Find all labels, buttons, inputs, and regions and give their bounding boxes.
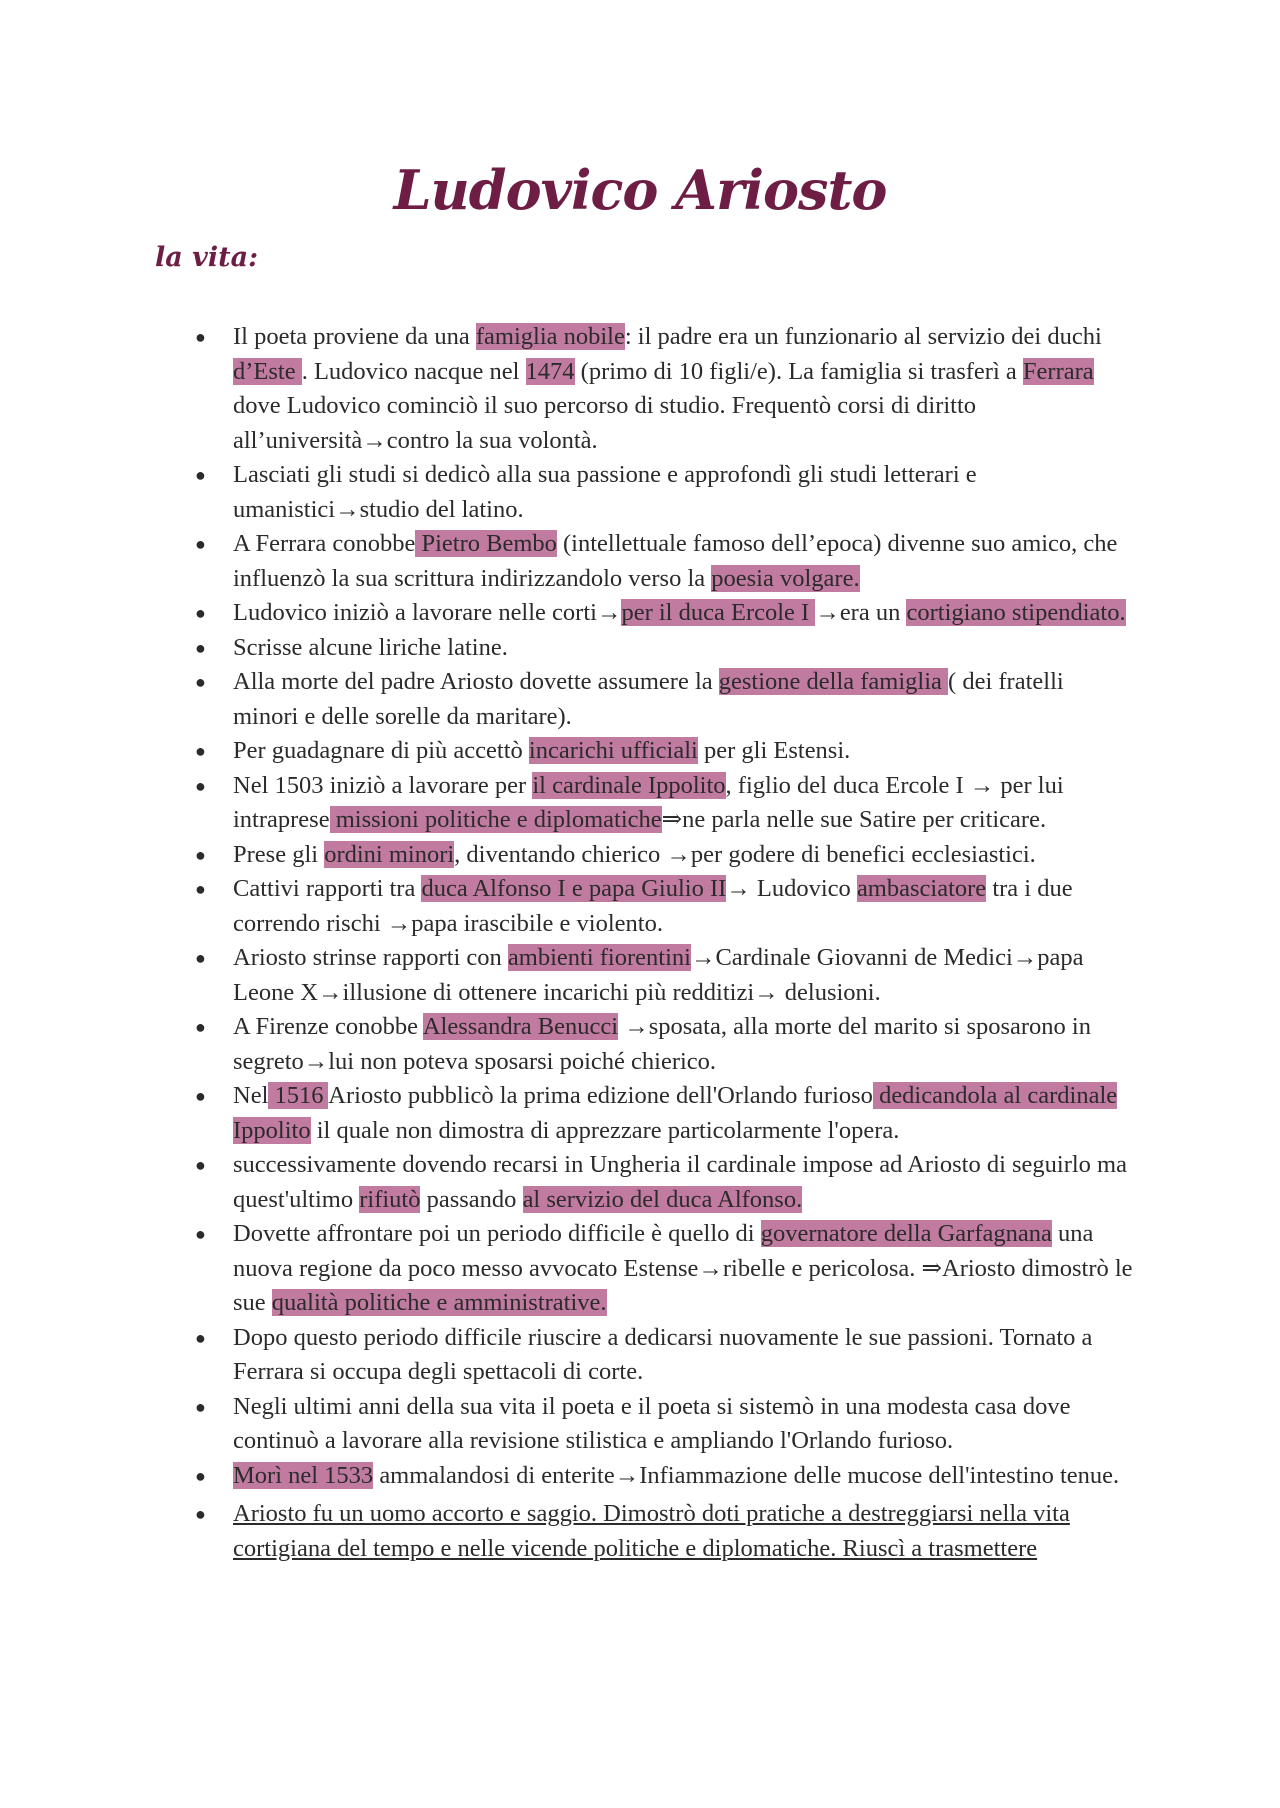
text-segment: →sposata, alla morte del marito si sposarono in segreto→lui non poteva sposarsi poiché chierico. xyxy=(233,1013,1091,1075)
highlighted-text: gestione della famiglia xyxy=(718,668,949,695)
text-segment: Alla morte del padre Ariosto dovette assumere la xyxy=(233,668,719,695)
highlighted-text: per il duca Ercole I xyxy=(621,599,816,626)
bullet-dot-icon: ● xyxy=(195,1465,206,1486)
list-item xyxy=(195,596,1135,631)
bullet-dot-icon: ● xyxy=(195,775,206,796)
bullet-dot-icon: ● xyxy=(195,1327,206,1348)
text-segment: Nel xyxy=(233,1082,269,1109)
highlighted-text: Pietro Bembo xyxy=(415,530,557,557)
text-segment: passando xyxy=(420,1185,523,1213)
underlined-text: Ariosto fu un uomo accorto e saggio. Dimostrò doti pratiche a destreggiarsi nella vita cortigiana del tempo e nelle vicende politiche e diplomatiche. Riuscì a trasmettere xyxy=(233,1500,1070,1562)
text-segment: , figlio del duca Ercole I → per lui intraprese xyxy=(233,771,1064,833)
highlighted-text: missioni politiche e diplomatiche xyxy=(329,806,662,833)
highlighted-text: 1474 xyxy=(525,357,575,385)
list-item xyxy=(195,458,1135,527)
highlighted-text: al servizio del duca Alfonso. xyxy=(522,1185,803,1213)
bullet-dot-icon: ● xyxy=(195,465,206,485)
text-segment: Lasciati gli studi si dedicò alla sua passione e approfondì gli studi letterari e umanistici→studio del latino. xyxy=(233,461,977,523)
text-segment: A Ferrara conobbe xyxy=(233,530,416,557)
text-segment: Negli ultimi anni della sua vita il poeta e il poeta si sistemò in una modesta casa dove continuò a lavorare alla revisione stilistica e ampliando l'Orlando furioso. xyxy=(233,1392,1071,1454)
highlighted-text: governatore della Garfagnana xyxy=(760,1220,1052,1247)
text-segment: , diventando chierico →per godere di benefici ecclesiastici. xyxy=(454,840,1036,868)
text-segment: . Ludovico nacque nel xyxy=(301,357,526,385)
bullet-dot-icon: ● xyxy=(195,327,206,347)
list-item xyxy=(195,1217,1135,1321)
highlighted-text: ambienti fiorentini xyxy=(507,944,691,971)
text-segment: →Cardinale Giovanni de Medici→papa Leone X→illusione di ottenere incarichi più redditizi→ delusioni. xyxy=(233,944,1084,1006)
text-segment: ⇒ne parla nelle sue Satire per criticare. xyxy=(661,806,1047,833)
text-segment: Dovette affrontare poi un periodo difficile è quello di xyxy=(233,1220,761,1247)
text-segment: Dopo questo periodo difficile riuscire a dedicarsi nuovamente le sue passioni. Tornato a Ferrara si occupa degli spettacoli di corte. xyxy=(233,1323,1093,1385)
text-segment: Ariosto strinse rapporti con xyxy=(233,944,508,971)
text-segment: Il poeta proviene da una xyxy=(233,323,476,350)
highlighted-text: dedicandola al cardinale Ippolito xyxy=(233,1082,1118,1144)
list-item xyxy=(195,1010,1135,1079)
bullet-dot-icon: ● xyxy=(195,1396,206,1417)
list-item xyxy=(195,838,1135,873)
bullet-dot-icon: ● xyxy=(195,879,206,899)
text-segment: dove Ludovico cominciò il suo percorso di studio. Frequentò corsi di diritto all’università→contro la sua volontà. xyxy=(233,392,977,454)
highlighted-text: incarichi ufficiali xyxy=(528,737,698,764)
text-segment: (primo di 10 figli/e). La famiglia si trasferì a xyxy=(574,357,1023,385)
list-item xyxy=(195,665,1135,734)
text-segment: una nuova regione da poco messo avvocato Estense→ribelle e pericolosa. ⇒Ariosto dimostrò le sue xyxy=(233,1220,1133,1316)
list-item xyxy=(195,1079,1135,1148)
text-segment: Scrisse alcune liriche latine. xyxy=(233,633,508,661)
list-item xyxy=(195,1390,1135,1459)
text-segment: ( dei fratelli minori e delle sorelle da maritare). xyxy=(233,668,1064,730)
bullet-dot-icon: ● xyxy=(195,844,206,865)
list-item xyxy=(195,527,1135,596)
bullet-dot-icon: ● xyxy=(195,534,206,554)
bullet-dot-icon: ● xyxy=(195,603,206,623)
bullet-list xyxy=(195,320,1135,1566)
text-segment: Per guadagnare di più accettò xyxy=(233,737,529,764)
bullet-dot-icon: ● xyxy=(195,1017,206,1037)
text-segment: : il padre era un funzionario al servizio dei duchi xyxy=(624,323,1102,350)
text-segment: Prese gli xyxy=(233,840,325,868)
list-item xyxy=(195,320,1135,458)
list-item xyxy=(195,1148,1135,1217)
text-segment: il quale non dimostra di apprezzare particolarmente l'opera. xyxy=(310,1116,900,1144)
highlighted-text: rifiutò xyxy=(359,1185,421,1213)
text-segment: tra i due correndo rischi →papa irascibile e violento. xyxy=(233,875,1073,937)
highlighted-text: ambasciatore xyxy=(856,875,987,902)
page-title: Ludovico Ariosto xyxy=(393,158,887,222)
bullet-dot-icon: ● xyxy=(195,948,206,968)
list-item xyxy=(195,734,1135,769)
highlighted-text: Alessandra Benucci xyxy=(422,1013,619,1040)
text-segment: → Ludovico xyxy=(726,875,857,902)
text-segment: A Firenze conobbe xyxy=(233,1013,423,1040)
text-segment: ammalandosi di enterite→Infiammazione delle mucose dell'intestino tenue. xyxy=(373,1461,1120,1489)
highlighted-text: famiglia nobile xyxy=(475,323,625,350)
highlighted-text: duca Alfonso I e papa Giulio II xyxy=(421,875,727,902)
list-item xyxy=(195,872,1135,941)
highlighted-text: cortigiano stipendiato. xyxy=(906,599,1126,626)
bullet-dot-icon: ● xyxy=(195,1224,206,1244)
highlighted-text: il cardinale Ippolito xyxy=(532,771,726,799)
highlighted-text: d’Este xyxy=(233,357,302,385)
list-item xyxy=(195,1321,1135,1390)
text-segment: Cattivi rapporti tra xyxy=(233,875,422,902)
highlighted-text: 1516 xyxy=(268,1082,329,1109)
highlighted-text: qualità politiche e amministrative. xyxy=(271,1289,607,1316)
section-heading: la vita: xyxy=(155,242,259,273)
text-segment: Ariosto pubblicò la prima edizione dell'Orlando furioso xyxy=(328,1082,873,1109)
bullet-dot-icon: ● xyxy=(195,1504,206,1524)
list-item xyxy=(195,1459,1135,1494)
text-segment: per gli Estensi. xyxy=(697,737,851,764)
bullet-dot-icon: ● xyxy=(195,672,206,692)
bullet-dot-icon: ● xyxy=(195,741,206,761)
list-item xyxy=(195,631,1135,666)
text-segment: →era un xyxy=(815,599,907,626)
highlighted-text: poesia volgare. xyxy=(711,564,860,592)
list-item xyxy=(195,1497,1135,1566)
list-item xyxy=(195,941,1135,1010)
highlighted-text: Ferrara xyxy=(1022,357,1094,385)
highlighted-text: ordini minori xyxy=(324,840,455,868)
list-item xyxy=(195,769,1135,838)
bullet-dot-icon: ● xyxy=(195,1155,206,1175)
bullet-dot-icon: ● xyxy=(195,637,206,658)
text-segment: Nel 1503 iniziò a lavorare per xyxy=(233,771,533,799)
bullet-dot-icon: ● xyxy=(195,1086,206,1106)
text-segment: Ludovico iniziò a lavorare nelle corti→ xyxy=(233,599,622,626)
text-segment: (intellettuale famoso dell’epoca) divenne suo amico, che influenzò la sua scrittura indirizzandolo verso la xyxy=(233,530,1118,592)
highlighted-text: Morì nel 1533 xyxy=(233,1461,374,1489)
text-segment: successivamente dovendo recarsi in Ungheria il cardinale impose ad Ariosto di seguirlo ma quest'ultimo xyxy=(233,1151,1127,1213)
